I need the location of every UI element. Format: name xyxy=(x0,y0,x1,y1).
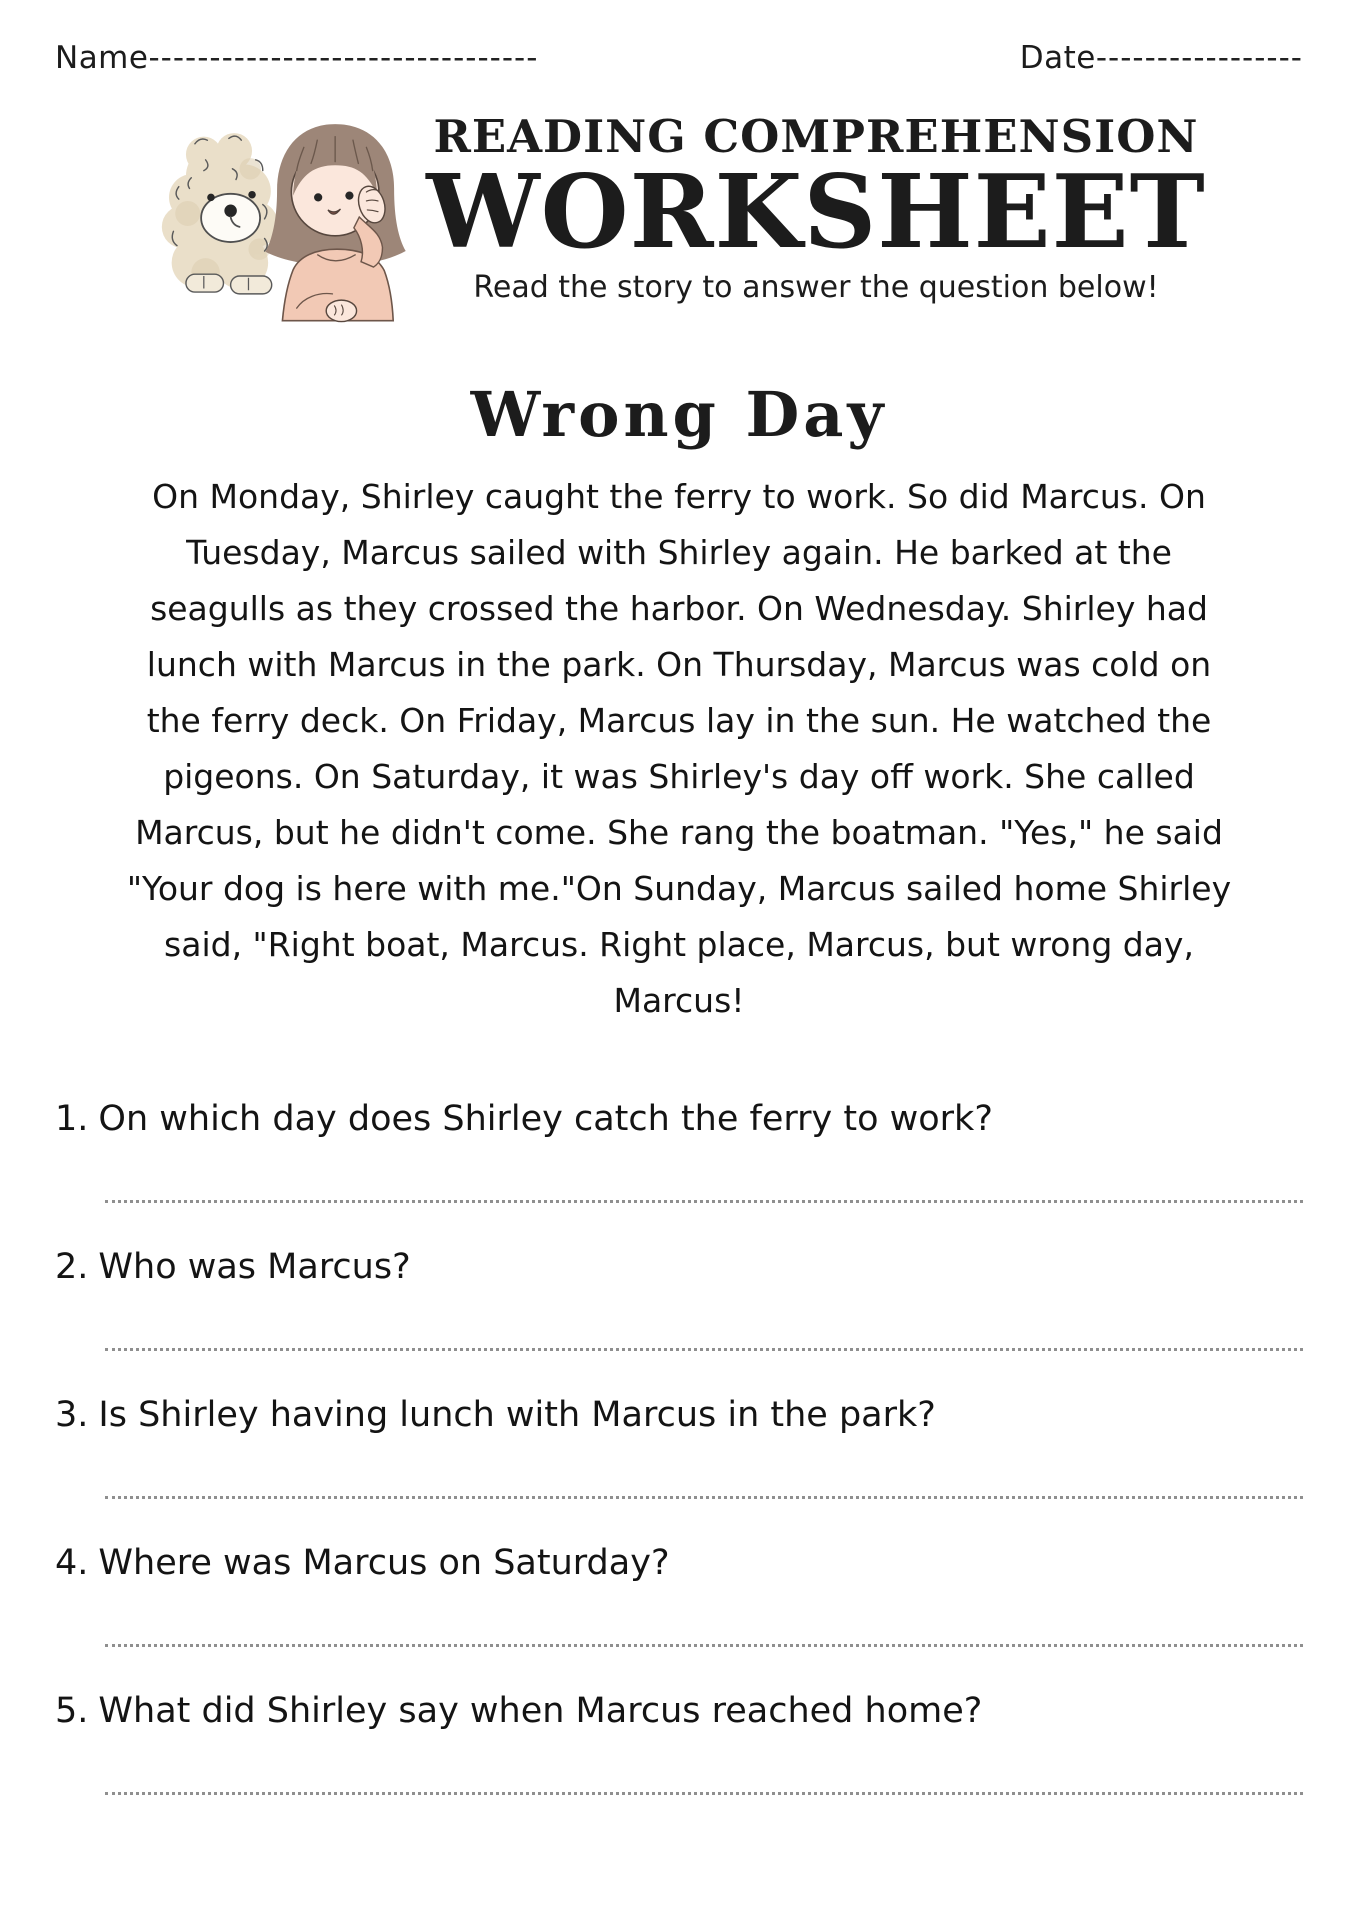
story-line: said, "Right boat, Marcus. Right place, Marcus, but wrong day, xyxy=(164,925,1194,964)
question-number: 3. xyxy=(55,1395,89,1435)
answer-line-1[interactable] xyxy=(105,1200,1303,1203)
question-5 xyxy=(55,1691,1303,1839)
story-line: "Your dog is here with me."On Sunday, Marcus sailed home Shirley xyxy=(126,869,1232,908)
dog-nose xyxy=(225,205,238,218)
question-number: 5. xyxy=(55,1691,89,1731)
answer-line-3[interactable] xyxy=(105,1496,1303,1499)
girl-and-dog-illustration xyxy=(152,90,420,328)
story-paragraph xyxy=(0,469,1358,1029)
answer-line-4[interactable] xyxy=(105,1644,1303,1647)
dog-eye-right xyxy=(248,191,256,199)
title-block xyxy=(426,110,1206,305)
name-field xyxy=(55,40,538,76)
answer-line-2[interactable] xyxy=(105,1348,1303,1351)
story-line: Tuesday, Marcus sailed with Shirley again. He barked at the xyxy=(186,533,1172,572)
story-line: Marcus, but he didn't come. She rang the boatman. "Yes," he said xyxy=(135,813,1223,852)
answer-line-5[interactable] xyxy=(105,1792,1303,1795)
worksheet-title-line2: WORKSHEET xyxy=(426,151,1206,271)
name-fill-line[interactable]: -------------------------------- xyxy=(148,40,539,76)
dog-eye-left xyxy=(207,194,215,202)
worksheet-header xyxy=(0,90,1358,328)
question-4 xyxy=(55,1543,1303,1691)
question-label: On which day does Shirley catch the ferry to work? xyxy=(98,1099,993,1139)
story-line: On Monday, Shirley caught the ferry to work. So did Marcus. On xyxy=(152,477,1206,516)
question-number: 4. xyxy=(55,1543,89,1583)
worksheet-title-line1: READING COMPREHENSION xyxy=(433,110,1199,164)
girl-eye-right xyxy=(346,191,354,199)
name-label: Name xyxy=(55,40,149,76)
question-number: 2. xyxy=(55,1247,89,1287)
story-title: Wrong Day xyxy=(470,378,888,451)
question-text xyxy=(55,1691,1303,1731)
worksheet-subtitle: Read the story to answer the question below! xyxy=(473,269,1159,305)
question-text xyxy=(55,1099,1303,1139)
question-label: Who was Marcus? xyxy=(98,1247,411,1287)
girl-eye-left xyxy=(314,193,322,201)
question-text xyxy=(55,1247,1303,1287)
question-label: Is Shirley having lunch with Marcus in the park? xyxy=(98,1395,936,1435)
question-text xyxy=(55,1395,1303,1435)
questions-section xyxy=(55,1099,1303,1839)
question-1 xyxy=(55,1099,1303,1247)
question-label: What did Shirley say when Marcus reached home? xyxy=(98,1691,983,1731)
question-text xyxy=(55,1543,1303,1583)
girl-resting-hand xyxy=(326,300,356,321)
date-label: Date xyxy=(1019,40,1096,76)
story-line: the ferry deck. On Friday, Marcus lay in the sun. He watched the xyxy=(146,701,1212,740)
question-label: Where was Marcus on Saturday? xyxy=(98,1543,670,1583)
story-line: Marcus! xyxy=(613,981,745,1020)
question-2 xyxy=(55,1247,1303,1395)
question-number: 1. xyxy=(55,1099,89,1139)
dog-figure xyxy=(162,133,278,294)
story-line: seagulls as they crossed the harbor. On Wednesday. Shirley had xyxy=(150,589,1208,628)
date-field xyxy=(1020,40,1303,76)
story-line: pigeons. On Saturday, it was Shirley's day off work. She called xyxy=(163,757,1195,796)
story-line: lunch with Marcus in the park. On Thursday, Marcus was cold on xyxy=(146,645,1212,684)
girl-figure xyxy=(266,124,406,321)
date-fill-line[interactable]: ----------------- xyxy=(1095,40,1303,76)
name-date-row xyxy=(0,0,1358,76)
question-3 xyxy=(55,1395,1303,1543)
